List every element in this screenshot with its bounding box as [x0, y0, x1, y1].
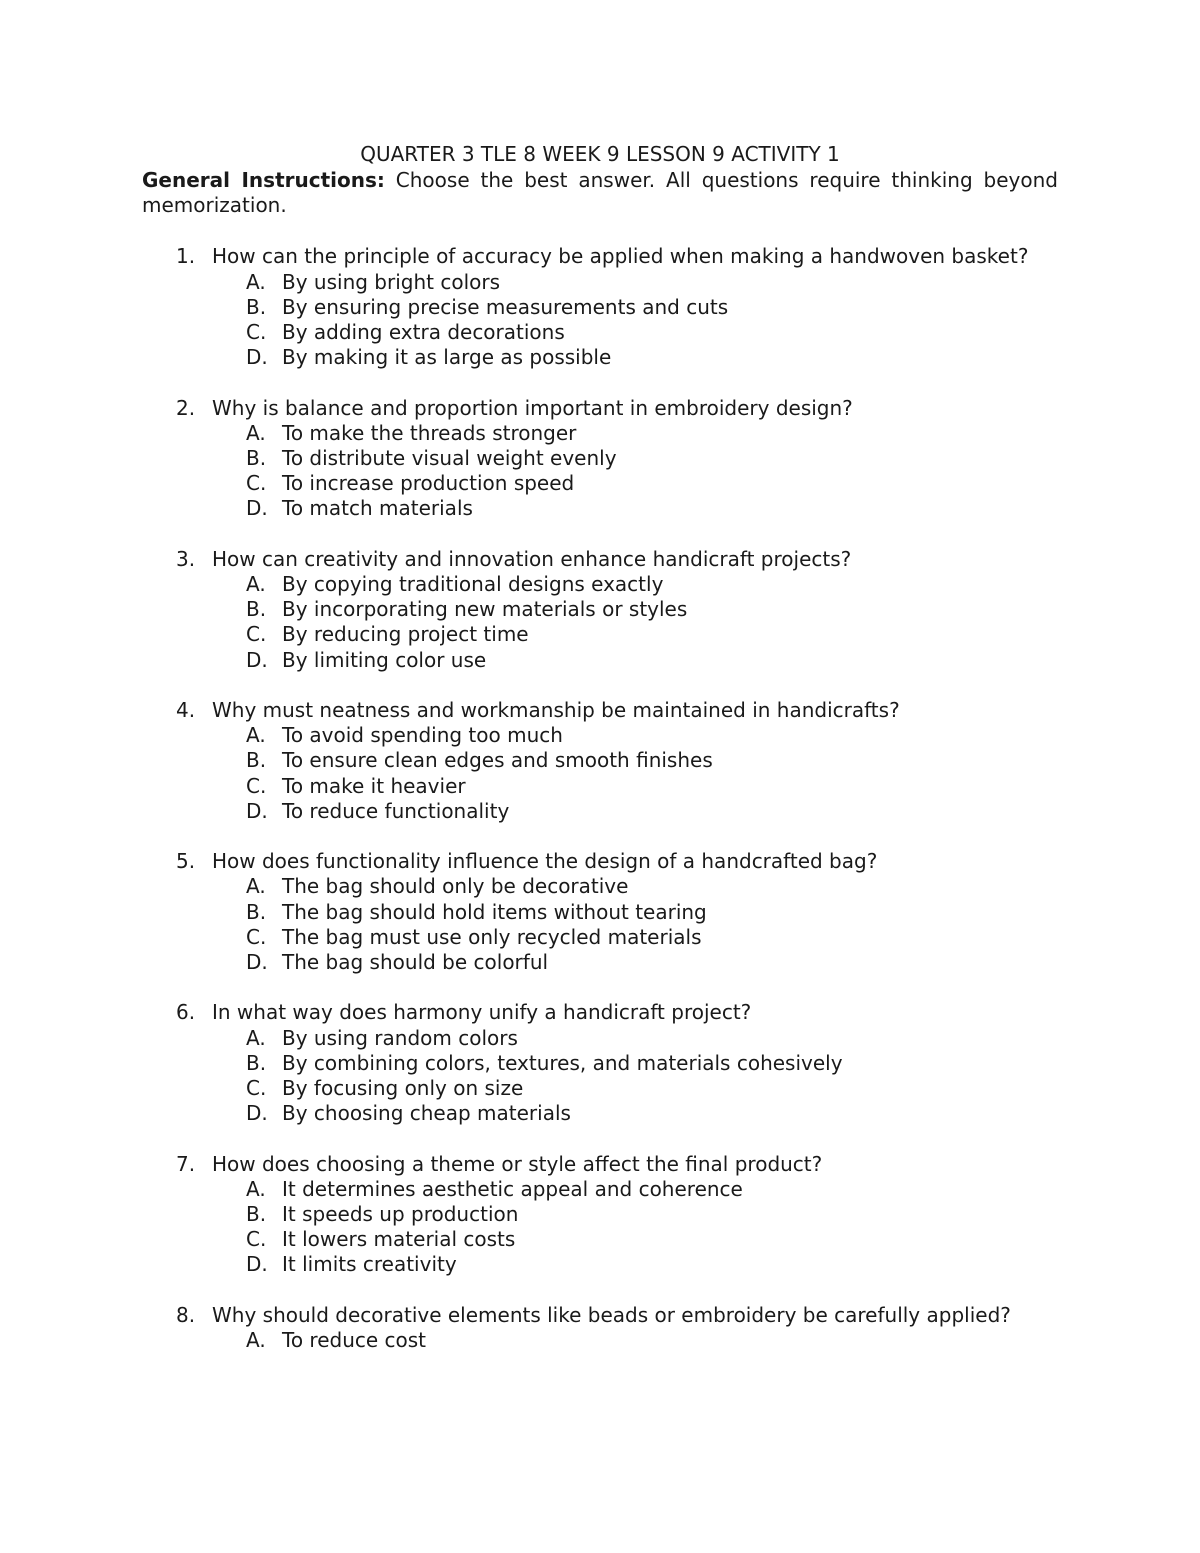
question-item	[142, 849, 1058, 975]
option-letter: B.	[246, 748, 267, 773]
option-letter: C.	[246, 1227, 267, 1252]
option-list	[212, 1026, 1058, 1127]
answer-option	[212, 421, 1058, 446]
question-item	[142, 244, 1058, 370]
question-number: 4.	[176, 698, 196, 723]
answer-option	[212, 950, 1058, 975]
option-text: By ensuring precise measurements and cuts	[282, 294, 729, 319]
option-list	[212, 572, 1058, 673]
option-letter: A.	[246, 269, 266, 294]
option-text: It limits creativity	[282, 1252, 457, 1277]
option-letter: C.	[246, 471, 267, 496]
general-instructions	[142, 168, 1058, 218]
answer-option	[212, 597, 1058, 622]
option-list	[212, 270, 1058, 371]
option-text: By combining colors, textures, and materials cohesively	[282, 1050, 843, 1075]
question-list	[142, 244, 1058, 1353]
option-text: To make it heavier	[282, 773, 466, 798]
question-text: In what way does harmony unify a handicraft project?	[212, 1000, 752, 1025]
answer-option	[212, 1026, 1058, 1051]
option-letter: C.	[246, 320, 267, 345]
answer-option	[212, 723, 1058, 748]
option-text: By incorporating new materials or styles	[282, 597, 688, 622]
option-text: The bag should hold items without tearing	[282, 899, 707, 924]
option-letter: B.	[246, 899, 267, 924]
question-text: How does choosing a theme or style affect the final product?	[212, 1151, 823, 1176]
answer-option	[212, 648, 1058, 673]
option-letter: A.	[246, 723, 266, 748]
answer-option	[212, 446, 1058, 471]
question-text: How can creativity and innovation enhance handicraft projects?	[212, 546, 852, 571]
question-number: 7.	[176, 1151, 196, 1176]
answer-option	[212, 799, 1058, 824]
option-text: The bag should be colorful	[282, 950, 549, 975]
option-letter: A.	[246, 874, 266, 899]
question-text: Why must neatness and workmanship be maintained in handicrafts?	[212, 698, 900, 723]
answer-option	[212, 874, 1058, 899]
answer-option	[212, 1202, 1058, 1227]
option-letter: A.	[246, 1025, 266, 1050]
answer-option	[212, 774, 1058, 799]
question-number: 6.	[176, 1000, 196, 1025]
option-list	[212, 421, 1058, 522]
option-letter: B.	[246, 597, 267, 622]
option-letter: C.	[246, 924, 267, 949]
question-item	[142, 1303, 1058, 1353]
answer-option	[212, 345, 1058, 370]
question-item	[142, 1000, 1058, 1126]
option-letter: C.	[246, 622, 267, 647]
answer-option	[212, 1227, 1058, 1252]
option-text: To increase production speed	[282, 471, 575, 496]
option-text: It lowers material costs	[282, 1227, 516, 1252]
option-text: To reduce cost	[282, 1328, 427, 1353]
option-text: By making it as large as possible	[282, 345, 612, 370]
option-list	[212, 1177, 1058, 1278]
option-list	[212, 723, 1058, 824]
question-number: 1.	[176, 244, 196, 269]
option-letter: A.	[246, 1328, 266, 1353]
answer-option	[212, 270, 1058, 295]
question-number: 5.	[176, 849, 196, 874]
option-text: By using bright colors	[282, 269, 501, 294]
answer-option	[212, 622, 1058, 647]
question-item	[142, 698, 1058, 824]
option-letter: D.	[246, 647, 268, 672]
answer-option	[212, 496, 1058, 521]
document-page	[142, 140, 1058, 1378]
answer-option	[212, 748, 1058, 773]
answer-option	[212, 1076, 1058, 1101]
option-text: It determines aesthetic appeal and coherence	[282, 1176, 743, 1201]
option-list	[212, 1328, 1058, 1353]
option-text: To make the threads stronger	[282, 420, 577, 445]
option-list	[212, 874, 1058, 975]
question-text: How does functionality influence the design of a handcrafted bag?	[212, 849, 878, 874]
question-number: 3.	[176, 546, 196, 571]
answer-option	[212, 572, 1058, 597]
question-item	[142, 1152, 1058, 1278]
answer-option	[212, 471, 1058, 496]
option-letter: D.	[246, 1252, 268, 1277]
answer-option	[212, 1177, 1058, 1202]
instructions-label: General Instructions:	[142, 168, 385, 192]
option-letter: A.	[246, 420, 266, 445]
option-letter: B.	[246, 1202, 267, 1227]
answer-option	[212, 1252, 1058, 1277]
option-letter: C.	[246, 773, 267, 798]
option-text: By reducing project time	[282, 622, 529, 647]
option-text: The bag must use only recycled materials	[282, 924, 702, 949]
answer-option	[212, 900, 1058, 925]
answer-option	[212, 320, 1058, 345]
answer-option	[212, 925, 1058, 950]
option-letter: D.	[246, 345, 268, 370]
option-letter: D.	[246, 496, 268, 521]
answer-option	[212, 295, 1058, 320]
question-number: 8.	[176, 1302, 196, 1327]
page-title: QUARTER 3 TLE 8 WEEK 9 LESSON 9 ACTIVITY 1	[360, 142, 840, 166]
option-letter: C.	[246, 1076, 267, 1101]
option-text: By choosing cheap materials	[282, 1101, 571, 1126]
option-text: To match materials	[282, 496, 473, 521]
option-text: The bag should only be decorative	[282, 874, 629, 899]
option-text: It speeds up production	[282, 1202, 519, 1227]
question-number: 2.	[176, 395, 196, 420]
question-text: Why should decorative elements like beads or embroidery be carefully applied?	[212, 1302, 1011, 1327]
option-letter: A.	[246, 1176, 266, 1201]
option-letter: B.	[246, 446, 267, 471]
question-item	[142, 547, 1058, 673]
instructions-text: Choose the best answer. All questions require thinking beyond memorization.	[142, 168, 1058, 218]
answer-option	[212, 1101, 1058, 1126]
answer-option	[212, 1328, 1058, 1353]
option-text: By adding extra decorations	[282, 320, 565, 345]
option-text: By focusing only on size	[282, 1076, 524, 1101]
answer-option	[212, 1051, 1058, 1076]
option-text: By copying traditional designs exactly	[282, 572, 664, 597]
option-text: To distribute visual weight evenly	[282, 446, 617, 471]
option-text: By limiting color use	[282, 647, 487, 672]
question-text: How can the principle of accuracy be applied when making a handwoven basket?	[212, 244, 1029, 269]
option-letter: D.	[246, 1101, 268, 1126]
option-text: To reduce functionality	[282, 798, 510, 823]
option-text: By using random colors	[282, 1025, 518, 1050]
question-text: Why is balance and proportion important in embroidery design?	[212, 395, 853, 420]
question-item	[142, 396, 1058, 522]
option-text: To ensure clean edges and smooth finishes	[282, 748, 713, 773]
option-text: To avoid spending too much	[282, 723, 563, 748]
option-letter: B.	[246, 1050, 267, 1075]
option-letter: B.	[246, 294, 267, 319]
option-letter: D.	[246, 798, 268, 823]
option-letter: A.	[246, 572, 266, 597]
option-letter: D.	[246, 950, 268, 975]
